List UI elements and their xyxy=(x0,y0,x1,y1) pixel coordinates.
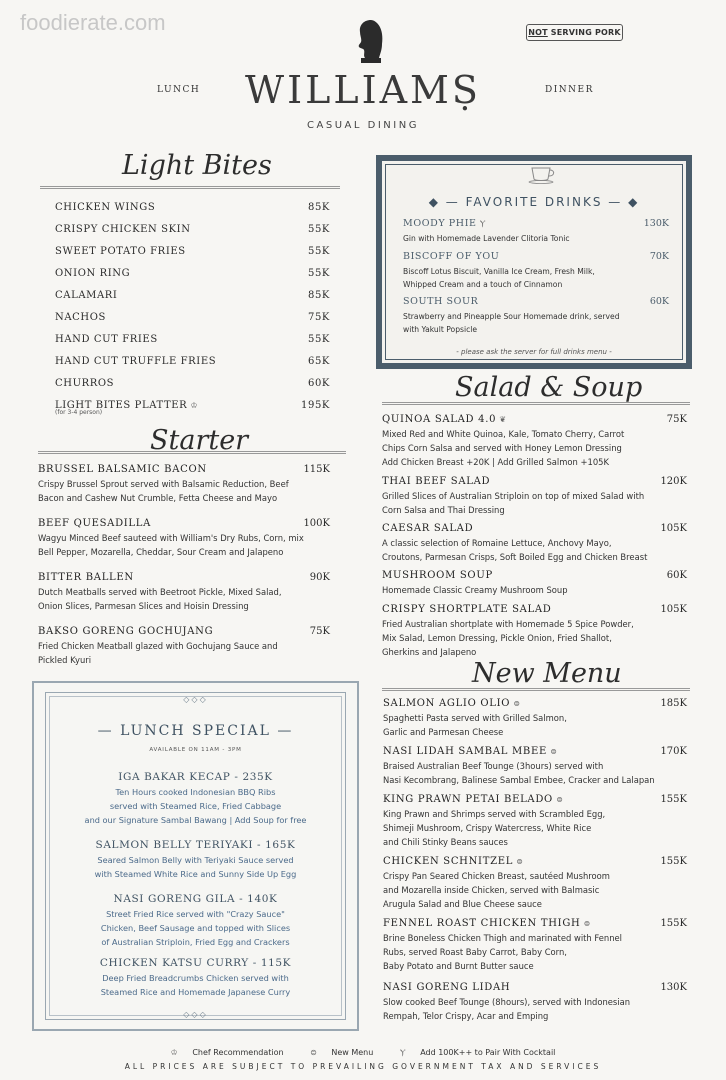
item-price: 105K xyxy=(660,604,687,615)
menu-item-row xyxy=(55,312,330,328)
cocktail-glass-icon: Ⲩ xyxy=(399,1048,406,1057)
item-description xyxy=(382,617,687,659)
desc-line: Baby Potato and Burnt Butter sauce xyxy=(383,961,534,971)
desc-line: of Australian Striploin, Fried Egg and Crackers xyxy=(101,937,290,947)
desc-line: Braised Australian Beef Tounge (3hours) served with xyxy=(383,761,604,771)
item-description xyxy=(38,477,330,505)
item-description xyxy=(38,585,330,613)
drink-item xyxy=(403,251,669,291)
item-price: 90K xyxy=(309,572,330,583)
item-price: 65K xyxy=(308,356,330,367)
desc-line: Seared Salmon Belly with Teriyaki Sauce served xyxy=(97,855,294,865)
legend-chef: ♔ Chef Recommendation xyxy=(170,1048,284,1057)
lunch-special-item xyxy=(34,839,357,881)
desc-line: Dutch Meatballs served with Beetroot Pickle, Mixed Salad, xyxy=(38,587,282,597)
desc-line: Arugula Salad and Blue Cheese sauce xyxy=(383,899,542,909)
item-name xyxy=(383,746,687,757)
salad-soup-item xyxy=(382,414,687,469)
desc-line: Deep Fried Breadcrumbs Chicken served with xyxy=(102,973,289,983)
desc-line: Shimeji Mushroom, Crispy Watercress, White Rice xyxy=(383,823,592,833)
drinks-title: ◆ — FAVORITE DRINKS — ◆ xyxy=(428,195,640,209)
salad-soup-item xyxy=(382,570,687,597)
desc-line: Rempah, Telor Crispy, Acar and Emping xyxy=(383,1011,549,1021)
item-name: BAKSO GORENG GOCHUJANG xyxy=(38,626,214,637)
item-name: CHICKEN KATSU CURRY - 115K xyxy=(99,957,292,969)
desc-line: Corn Salsa and Thai Dressing xyxy=(382,505,505,515)
new-menu-item xyxy=(383,918,687,973)
item-name: CALAMARI xyxy=(55,290,118,301)
item-price: 75K xyxy=(309,626,330,637)
desc-line: Ten Hours cooked Indonesian BBQ Ribs xyxy=(115,787,276,797)
item-description xyxy=(383,807,687,849)
menu-item-row xyxy=(55,224,330,240)
item-name xyxy=(383,698,687,709)
item-price: 155K xyxy=(660,918,687,929)
new-menu-heading: New Menu xyxy=(472,658,622,689)
item-description xyxy=(34,853,357,881)
item-price: 195K xyxy=(301,400,330,411)
item-name: LIGHT BITES PLATTER ♔ xyxy=(55,400,199,411)
new-badge-icon: ⊜ xyxy=(580,919,592,928)
item-name: HAND CUT FRIES xyxy=(55,334,158,345)
item-name: NACHOS xyxy=(55,312,106,323)
desc-line: Gin with Homemade Lavender Clitoria Tonic xyxy=(403,234,570,243)
item-price: 115K xyxy=(303,464,330,475)
desc-line: Slow cooked Beef Tounge (8hours), served with Indonesian xyxy=(383,997,631,1007)
desc-line: Bell Pepper, Mozarella, Cheddar, Sour Cream and Jalapeno xyxy=(38,547,284,557)
item-description xyxy=(382,427,687,469)
item-name-text: CAESAR SALAD xyxy=(382,523,474,534)
drink-price: 70K xyxy=(649,251,669,262)
lunch-special-item xyxy=(34,957,357,999)
drinks-note: - please ask the server for full drinks menu - xyxy=(456,348,612,356)
item-description xyxy=(34,907,357,949)
salad-soup-item xyxy=(382,523,687,564)
item-price: 60K xyxy=(308,378,330,389)
drink-item xyxy=(403,218,669,245)
menu-item-row xyxy=(55,290,330,306)
item-description xyxy=(383,995,687,1023)
desc-line: Crispy Brussel Sprout served with Balsamic Reduction, Beef xyxy=(38,479,289,489)
starter-item xyxy=(38,626,330,667)
lunch-special-box xyxy=(32,681,359,1031)
brand-name: WILLIAMṢ xyxy=(245,68,481,112)
item-name-text: NASI LIDAH SAMBAL MBEE xyxy=(383,746,547,757)
drink-description xyxy=(403,310,669,336)
menu-item-row xyxy=(55,202,330,218)
item-description xyxy=(34,971,357,999)
cocktail-glass-icon: Ⲩ xyxy=(476,219,487,228)
drink-name-text: BISCOFF OF YOU xyxy=(403,251,500,262)
drink-description xyxy=(403,265,669,291)
desc-line: Mixed Red and White Quinoa, Kale, Tomato Cherry, Carrot xyxy=(382,429,625,439)
item-name: CRISPY CHICKEN SKIN xyxy=(55,224,191,235)
desc-line: A classic selection of Romaine Lettuce, Anchovy Mayo, xyxy=(382,538,612,548)
starter-item xyxy=(38,464,330,505)
lunch-label: LUNCH xyxy=(157,85,201,95)
desc-line: Add Chicken Breast +20K | Add Grilled Salmon +105K xyxy=(382,457,609,467)
vegetarian-leaf-icon: ❦ xyxy=(496,415,507,424)
not-serving-pork-badge: NOT SERVING PORK xyxy=(526,24,623,41)
salad-soup-item xyxy=(382,476,687,517)
item-description xyxy=(38,639,330,667)
desc-line: Whipped Cream and a touch of Cinnamon xyxy=(403,280,563,289)
desc-line: and Chili Stinky Beans sauces xyxy=(383,837,508,847)
drink-item xyxy=(403,296,669,336)
desc-line: Nasi Kecombrang, Balinese Sambal Embee, Cracker and Lalapan xyxy=(383,775,655,785)
drink-price: 60K xyxy=(649,296,669,307)
coffee-cup-icon xyxy=(526,164,558,184)
desc-line: Garlic and Parmesan Cheese xyxy=(383,727,504,737)
item-price: 60K xyxy=(666,570,687,581)
logo-silhouette-icon xyxy=(355,18,385,64)
new-menu-rule xyxy=(382,688,690,691)
item-name xyxy=(382,604,687,615)
item-name-text: QUINOA SALAD 4.0 xyxy=(382,414,497,425)
desc-line: Croutons, Parmesan Crisps, Soft Boiled Egg and Chicken Breast xyxy=(382,552,648,562)
item-name xyxy=(383,856,687,867)
item-price: 105K xyxy=(660,523,687,534)
chef-hat-icon: ♔ xyxy=(170,1048,178,1057)
item-name-text: MUSHROOM SOUP xyxy=(382,570,493,581)
item-name-text: KING PRAWN PETAI BELADO xyxy=(383,794,553,805)
legend-new: ⊜ New Menu xyxy=(310,1048,374,1057)
drink-name xyxy=(403,296,669,307)
item-price: 120K xyxy=(660,476,687,487)
item-name xyxy=(382,476,687,487)
new-menu-item xyxy=(383,698,687,739)
drink-price: 130K xyxy=(643,218,669,229)
item-name xyxy=(383,982,687,993)
lunch-special-item xyxy=(34,771,357,827)
item-name: CHURROS xyxy=(55,378,115,389)
item-price: 55K xyxy=(308,246,330,257)
menu-item-row xyxy=(55,356,330,372)
item-price: 75K xyxy=(666,414,687,425)
item-name-text: CRISPY SHORTPLATE SALAD xyxy=(382,604,552,615)
desc-line: with Steamed White Rice and Sunny Side Up Egg xyxy=(94,869,297,879)
item-name: CHICKEN WINGS xyxy=(55,202,156,213)
item-description xyxy=(34,785,357,827)
watermark: foodierate.com xyxy=(20,10,166,35)
item-description xyxy=(38,531,330,559)
item-price: 85K xyxy=(308,290,330,301)
item-description xyxy=(383,931,687,973)
favorite-drinks-box xyxy=(376,155,692,369)
item-price: 55K xyxy=(308,224,330,235)
drink-name xyxy=(403,218,669,229)
desc-line: Strawberry and Pineapple Sour Homemade drink, served xyxy=(403,312,620,321)
item-description xyxy=(382,489,687,517)
light-bites-heading: Light Bites xyxy=(122,150,272,181)
footer-tax-note: ALL PRICES ARE SUBJECT TO PREVAILING GOVERNMENT TAX AND SERVICES xyxy=(124,1062,602,1071)
legend-cocktail: Ⲩ Add 100K++ to Pair With Cocktail xyxy=(399,1048,556,1057)
item-name: BRUSSEL BALSAMIC BACON xyxy=(38,464,207,475)
item-name-text: THAI BEEF SALAD xyxy=(382,476,491,487)
desc-line: Biscoff Lotus Biscuit, Vanilla Ice Cream, Fresh Milk, xyxy=(403,267,595,276)
desc-line: Crispy Pan Seared Chicken Breast, sautéed Mushroom xyxy=(383,871,610,881)
desc-line: King Prawn and Shrimps served with Scrambled Egg, xyxy=(383,809,606,819)
menu-item-row xyxy=(55,378,330,394)
desc-line: Homemade Classic Creamy Mushroom Soup xyxy=(382,585,568,595)
drink-name xyxy=(403,251,669,262)
item-name-text: FENNEL ROAST CHICKEN THIGH xyxy=(383,918,581,929)
menu-item-row xyxy=(55,268,330,284)
item-name xyxy=(383,794,687,805)
item-price: 155K xyxy=(660,794,687,805)
item-name-text: SALMON AGLIO OLIO xyxy=(383,698,511,709)
bottom-diamonds: ◇◇◇ xyxy=(183,1010,208,1019)
menu-item-row xyxy=(55,334,330,350)
desc-line: Mix Salad, Lemon Dressing, Pickle Onion, Fried Shallot, xyxy=(382,633,612,643)
starter-item xyxy=(38,572,330,613)
desc-line: Pickled Kyuri xyxy=(38,655,92,665)
new-badge-icon: ⊜ xyxy=(510,699,521,708)
item-price: 100K xyxy=(303,518,330,529)
new-badge-icon: ⊜ xyxy=(310,1048,317,1057)
light-bites-rule xyxy=(40,186,340,189)
item-description xyxy=(383,869,687,911)
salad-soup-heading: Salad & Soup xyxy=(455,372,643,403)
item-price: 130K xyxy=(660,982,687,993)
starter-rule xyxy=(38,451,346,454)
salad-soup-rule xyxy=(382,402,690,405)
desc-line: Chicken, Beef Sausage and topped with Slices xyxy=(100,923,291,933)
lunch-special-item xyxy=(34,893,357,949)
desc-line: Fried Chicken Meatball glazed with Gochujang Sauce and xyxy=(38,641,278,651)
item-name: ONION RING xyxy=(55,268,131,279)
item-name-text: NASI GORENG LIDAH xyxy=(383,982,511,993)
desc-line: Steamed Rice and Homemade Japanese Curry xyxy=(100,987,291,997)
new-menu-item xyxy=(383,746,687,787)
item-name-text: CHICKEN SCHNITZEL xyxy=(383,856,514,867)
item-name xyxy=(382,570,687,581)
desc-line: Gherkins and Jalapeno xyxy=(382,647,477,657)
item-description xyxy=(383,711,687,739)
item-name: BITTER BALLEN xyxy=(38,572,134,583)
new-menu-item xyxy=(383,856,687,911)
item-description xyxy=(383,759,687,787)
salad-soup-item xyxy=(382,604,687,659)
new-badge-icon: ⊜ xyxy=(513,857,524,866)
desc-line: Chips Corn Salsa and served with Honey Lemon Dressing xyxy=(382,443,622,453)
menu-item-row xyxy=(55,246,330,262)
drink-description xyxy=(403,232,669,245)
item-name: BEEF QUESADILLA xyxy=(38,518,152,529)
desc-line: Wagyu Minced Beef sauteed with William's Dry Rubs, Corn, mix xyxy=(38,533,304,543)
desc-line: served with Steamed Rice, Fried Cabbage xyxy=(109,801,282,811)
desc-line: and our Signature Sambal Bawang | Add Soup for free xyxy=(84,815,307,825)
item-name: SALMON BELLY TERIYAKI - 165K xyxy=(95,839,296,851)
new-badge-icon: ⊜ xyxy=(546,747,558,756)
item-price: 155K xyxy=(660,856,687,867)
lunch-special-hours: AVAILABLE ON 11AM - 3PM xyxy=(149,747,242,753)
desc-line: Onion Slices, Parmesan Slices and Hoisin Dressing xyxy=(38,601,249,611)
desc-line: Spaghetti Pasta served with Grilled Salmon, xyxy=(383,713,567,723)
new-menu-item xyxy=(383,982,687,1023)
desc-line: with Yakult Popsicle xyxy=(403,325,478,334)
lunch-special-title: — LUNCH SPECIAL — xyxy=(97,723,294,739)
starter-item xyxy=(38,518,330,559)
drink-name-text: SOUTH SOUR xyxy=(403,296,479,307)
item-name: NASI GORENG GILA - 140K xyxy=(113,893,278,905)
chef-hat-icon: ♔ xyxy=(187,401,199,410)
item-description xyxy=(382,536,687,564)
new-menu-item xyxy=(383,794,687,849)
dinner-label: DINNER xyxy=(545,85,594,95)
desc-line: Grilled Slices of Australian Striploin on top of mixed Salad with xyxy=(382,491,645,501)
item-price: 75K xyxy=(308,312,330,323)
top-diamonds: ◇◇◇ xyxy=(183,695,208,704)
brand-tagline: CASUAL DINING xyxy=(307,120,419,131)
desc-line: and Mozarella inside Chicken, served with Balmasic xyxy=(383,885,600,895)
item-name xyxy=(382,523,687,534)
item-price: 55K xyxy=(308,268,330,279)
platter-note: (for 3-4 person) xyxy=(55,409,103,416)
item-name: IGA BAKAR KECAP - 235K xyxy=(118,771,273,783)
new-badge-icon: ⊜ xyxy=(552,795,564,804)
item-price: 85K xyxy=(308,202,330,213)
item-name: SWEET POTATO FRIES xyxy=(55,246,186,257)
item-price: 55K xyxy=(308,334,330,345)
legend xyxy=(0,1048,726,1058)
drink-name-text: MOODY PHIE xyxy=(403,218,477,229)
item-price: 170K xyxy=(660,746,687,757)
desc-line: Rubs, served Roast Baby Carrot, Baby Corn, xyxy=(383,947,567,957)
starter-heading: Starter xyxy=(150,425,249,456)
item-price: 185K xyxy=(660,698,687,709)
item-name: HAND CUT TRUFFLE FRIES xyxy=(55,356,217,367)
item-description xyxy=(382,583,687,597)
item-name xyxy=(382,414,687,425)
item-name xyxy=(383,918,687,929)
desc-line: Street Fried Rice served with "Crazy Sauce" xyxy=(106,909,285,919)
desc-line: Bacon and Cashew Nut Crumble, Fetta Cheese and Mayo xyxy=(38,493,278,503)
desc-line: Fried Australian shortplate with Homemade 5 Spice Powder, xyxy=(382,619,634,629)
desc-line: Brine Boneless Chicken Thigh and marinated with Fennel xyxy=(383,933,623,943)
